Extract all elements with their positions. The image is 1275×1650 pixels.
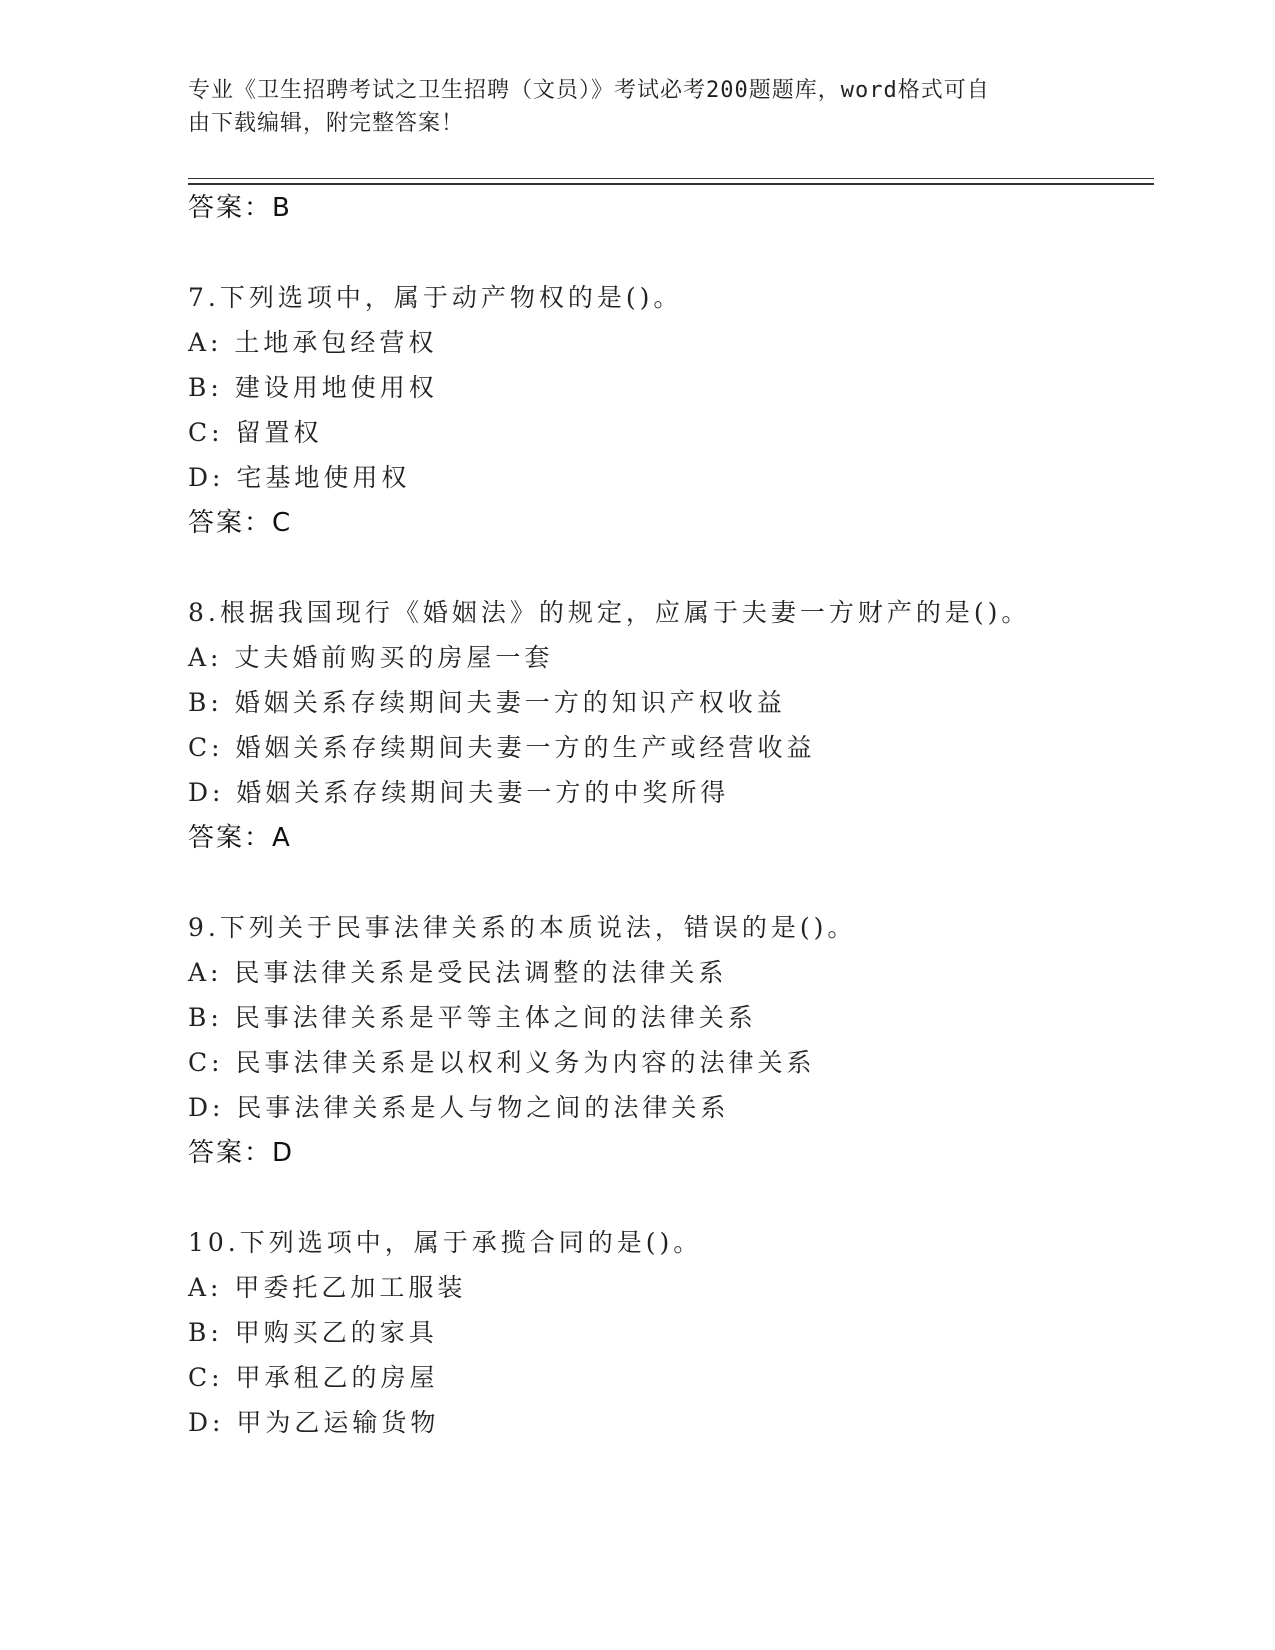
q10-option-c: C: 甲承租乙的房屋	[188, 1363, 439, 1392]
question-8: 8.根据我国现行《婚姻法》的规定，应属于夫妻一方财产的是()。	[188, 598, 1031, 627]
header-divider-bottom	[188, 183, 1154, 185]
question-7: 7.下列选项中，属于动产物权的是()。	[188, 283, 683, 312]
q7-answer: 答案：C	[188, 508, 293, 538]
q9-option-a: A: 民事法律关系是受民法调整的法律关系	[188, 958, 728, 987]
q10-option-d: D: 甲为乙运输货物	[188, 1408, 440, 1437]
header-line-1: 专业《卫生招聘考试之卫生招聘（文员）》考试必考200题题库，word格式可自	[188, 78, 990, 103]
q8-option-a: A: 丈夫婚前购买的房屋一套	[188, 643, 554, 672]
q10-option-a: A: 甲委托乙加工服装	[188, 1273, 467, 1302]
q7-option-c: C: 留置权	[188, 418, 323, 447]
q8-option-d: D: 婚姻关系存续期间夫妻一方的中奖所得	[188, 778, 730, 807]
header-line-2: 由下载编辑，附完整答案！	[188, 111, 465, 136]
q8-answer: 答案：A	[188, 823, 292, 853]
q10-option-b: B: 甲购买乙的家具	[188, 1318, 438, 1347]
header-divider-top	[188, 178, 1154, 179]
q9-option-d: D: 民事法律关系是人与物之间的法律关系	[188, 1093, 730, 1122]
q8-option-c: C: 婚姻关系存续期间夫妻一方的生产或经营收益	[188, 733, 816, 762]
question-10: 10.下列选项中，属于承揽合同的是()。	[188, 1228, 703, 1257]
q7-option-a: A: 土地承包经营权	[188, 328, 438, 357]
q9-option-c: C: 民事法律关系是以权利义务为内容的法律关系	[188, 1048, 816, 1077]
q7-option-b: B: 建设用地使用权	[188, 373, 438, 402]
q8-option-b: B: 婚姻关系存续期间夫妻一方的知识产权收益	[188, 688, 786, 717]
answer-line: 答案：B	[188, 193, 292, 223]
document-header	[188, 74, 1068, 140]
q9-option-b: B: 民事法律关系是平等主体之间的法律关系	[188, 1003, 757, 1032]
q7-option-d: D: 宅基地使用权	[188, 463, 411, 492]
q9-answer: 答案：D	[188, 1138, 295, 1168]
question-9: 9.下列关于民事法律关系的本质说法，错误的是()。	[188, 913, 857, 942]
